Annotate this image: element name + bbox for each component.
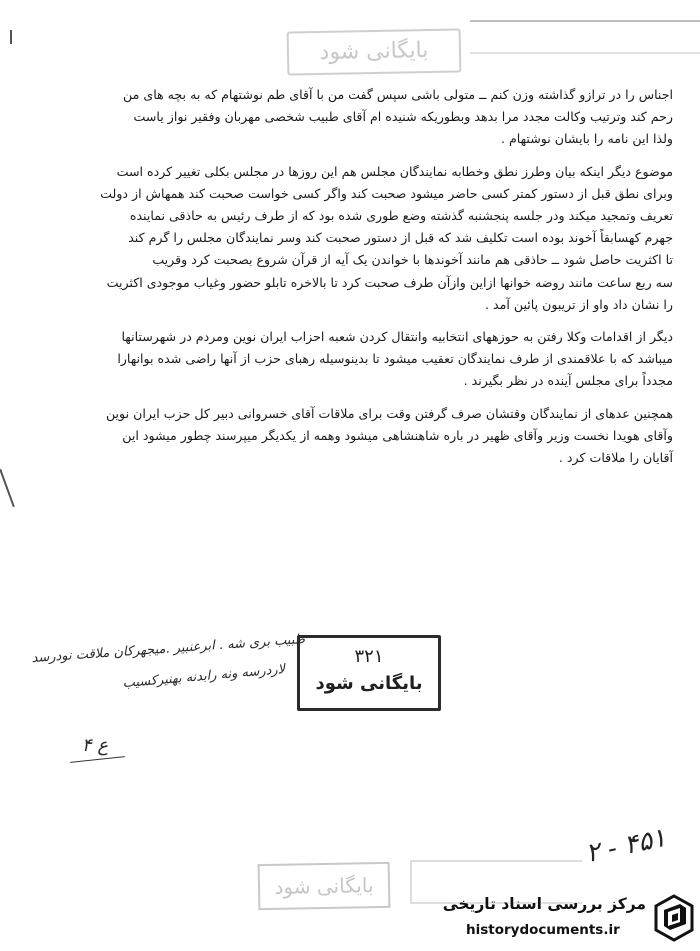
paragraph-3 (58, 326, 673, 393)
text-line: وبرای نطق قبل از دستور کمتر کسی حاضر میشود صحبت کند واگر کسی خواست صحبت کند همهاش از دولت (100, 185, 673, 201)
watermark-url: historydocuments.ir (466, 922, 620, 938)
archive-logo-icon (652, 894, 696, 942)
paragraph-1 (58, 84, 673, 151)
text-line: تا اکثریت حاصل شود ــ حاذقی هم مانند آخوندها با خواندن یک آیه از قرآن شروع بصحبت کرد وقریب (152, 252, 673, 268)
text-line: اجناس را در ترازو گذاشته وزن کنم ــ متولی باشی سپس گفت من با آقای طم نوشتهام که به بچه های من (123, 87, 673, 102)
text-line: را نشان داد واو از تریبون پائین آمد . (485, 296, 673, 312)
text-line: مجدداً برای مجلس آینده در نظر بگیرند . (463, 373, 673, 389)
text-line: آقایان را ملاقات کرد . (558, 450, 673, 466)
document-body (58, 84, 673, 479)
text-line: وآقای هویدا نخست وزیر وآقای ظهیر در باره شاهنشاهی میشود وهمه از یکدیگر میپرسند چطور میشود این (122, 427, 673, 443)
margin-mark (10, 30, 12, 44)
handwritten-note (20, 625, 306, 692)
top-stamp-edge (470, 20, 700, 54)
text-line: تعریف وتمجید میکند ودر جلسه پنجشنبه گذشته وضع طوری شده بود که از طرف رئیس به حاذقی نماینده (129, 208, 673, 224)
paragraph-2 (58, 161, 673, 316)
text-line: سه ربع ساعت مانند روضه خوانها ازاین وازآن طرف صحبت کرد تا بالاخره تابلو حضور وغیاب موجودی اکثریت (106, 274, 673, 290)
archive-stamp (297, 635, 441, 711)
handwritten-line: لاردرسه ونه رابدنه بهنیرکسیب (122, 662, 286, 692)
text-line: ولذا این نامه را بایشان نوشتهام . (500, 131, 673, 147)
handwritten-number: ۴ ع (70, 735, 120, 756)
archive-stamp-label: بایگانی شود (315, 673, 423, 694)
watermark-logo (442, 892, 696, 948)
bottom-faint-stamp: بایگانی شود (258, 862, 391, 910)
document-id: ۲ - ۴۵۱ (583, 822, 669, 870)
watermark-title: مرکز بررسی اسناد تاریخی (442, 895, 646, 913)
text-line: میباشد که با علاقمندی از طرف نمایندگان تعقیب میشود تا بدینوسیله رهبای حزب از آنها راضی شده بوانهارا (117, 351, 673, 367)
text-line: جهرم کهسابقاً آخوند بوده است تکلیف شد که قبل از دستور صحبت کند وسر نمایندگان مجلس را گرم کند (128, 230, 673, 246)
text-line: دیگر از اقدامات وکلا رفتن به حوزههای انتخابیه وانتقال کردن شعبه احزاب ایران نوین ومردم در شهرستانها (121, 329, 673, 345)
text-line: موضوع دیگر اینکه بیان وطرز نطق وخطابه نمایندگان مجلس هم این روزها در مجلس بکلی تغییر کرده است (116, 163, 673, 179)
handwritten-line: طبیب بری شه . ابرعنبیر .میجهرکان ملاقت نودرسد (31, 632, 306, 667)
margin-mark (0, 469, 15, 507)
text-line: همچنین عدهای از نمایندگان وقتشان صرف گرفتن وقت برای ملاقات آقای خسروانی دبیر کل حزب ایران نوین (105, 405, 673, 421)
text-line: رحم کند وترتیب وکالت مجدد مرا بدهد وبطوریکه شنیده ام آقای طبیب شخصی مهربان وفقیر نواز یاست (133, 109, 673, 125)
archive-stamp-number: ۳۲۱ (354, 646, 384, 667)
paragraph-4 (58, 403, 673, 470)
top-faint-stamp: بایگانی شود (287, 28, 462, 75)
